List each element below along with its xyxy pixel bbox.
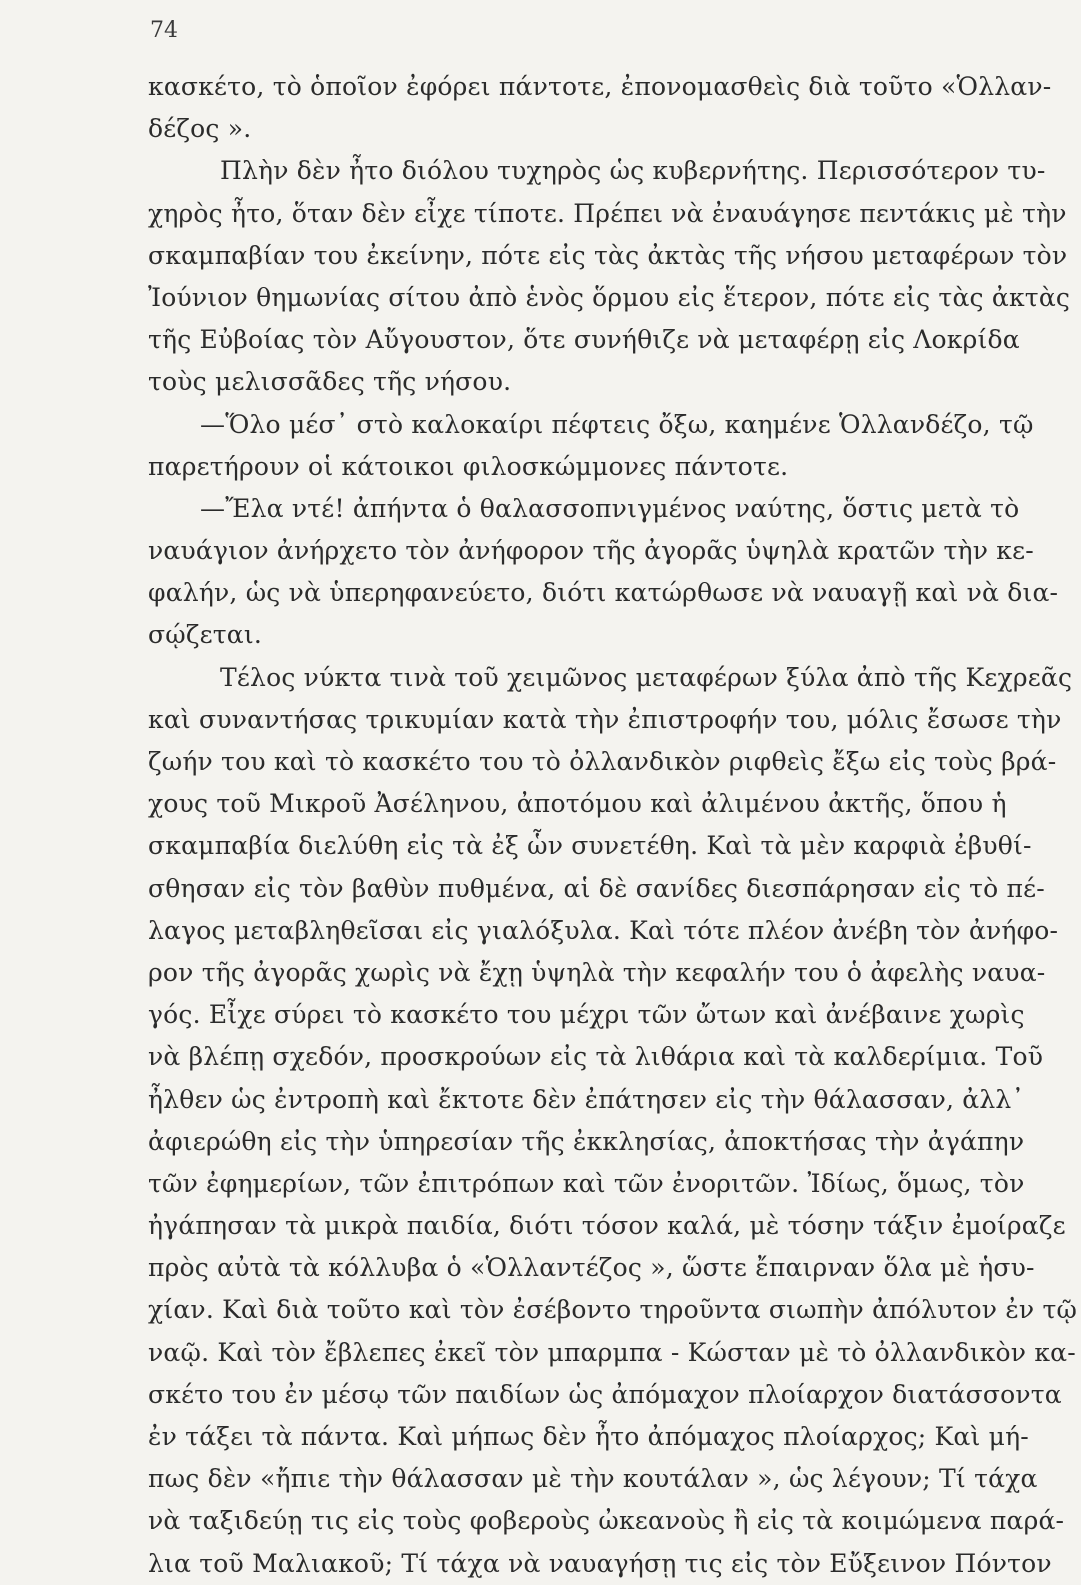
- text-line: νὰ βλέπῃ σχεδόν, προσκρούων εἰς τὰ λιθάρια καὶ τὰ καλδερίμια. Τοῦ: [148, 1042, 1044, 1072]
- text-line: χους τοῦ Μικροῦ Ἀσέληνου, ἀποτόμου καὶ ἀλιμένου ἀκτῆς, ὅπου ἡ: [148, 789, 1007, 819]
- text-line: Τέλος νύκτα τινὰ τοῦ χειμῶνος μεταφέρων ξύλα ἀπὸ τῆς Κεχρεᾶς: [220, 662, 1073, 692]
- text-line: ζωήν του καὶ τὸ κασκέτο του τὸ ὀλλανδικὸν ριφθεὶς ἔξω εἰς τοὺς βρά-: [148, 747, 1057, 776]
- text-line: ναυάγιον ἀνήρχετο τὸν ἀνήφορον τῆς ἀγορᾶς ὑψηλὰ κρατῶν τὴν κε-: [148, 536, 1034, 566]
- text-line: —Ὅλο μέσ᾽ στὸ καλοκαίρι πέφτεις ὄξω, καημένε Ὁλλανδέζο, τῷ: [200, 409, 1034, 439]
- text-line: ἀφιερώθη εἰς τὴν ὑπηρεσίαν τῆς ἐκκλησίας, ἀποκτήσας τὴν ἀγάπην: [148, 1126, 1025, 1156]
- text-line: χηρὸς ἦτο, ὅταν δὲν εἶχε τίποτε. Πρέπει νὰ ἐναυάγησε πεντάκις μὲ τὴν: [148, 198, 1067, 228]
- text-line: τοὺς μελισσᾶδες τῆς νήσου.: [148, 367, 512, 397]
- text-line: —Ἔλα ντέ! ἀπήντα ὁ θαλασσοπνιγμένος ναύτης, ὅστις μετὰ τὸ: [200, 493, 1020, 523]
- text-line: ναῷ. Καὶ τὸν ἔβλεπες ἐκεῖ τὸν μπαρμπα - Κώσταν μὲ τὸ ὀλλανδικὸν κα-: [148, 1337, 1076, 1367]
- text-line: χίαν. Καὶ διὰ τοῦτο καὶ τὸν ἐσέβοντο τηροῦντα σιωπὴν ἀπόλυτον ἐν τῷ: [148, 1295, 1078, 1325]
- text-line: ρον τῆς ἀγορᾶς χωρὶς νὰ ἔχῃ ὑψηλὰ τὴν κεφαλήν του ὁ ἀφελὴς ναυα-: [148, 957, 1046, 987]
- text-line: κασκέτο, τὸ ὁποῖον ἐφόρει πάντοτε, ἐπονομασθεὶς διὰ τοῦτο «Ὁλλαν-: [148, 72, 1052, 101]
- body-text: [148, 66, 1078, 1585]
- text-line: Πλὴν δὲν ἦτο διόλου τυχηρὸς ὡς κυβερνήτης. Περισσότερον τυ-: [220, 156, 1046, 186]
- text-line: σθησαν εἰς τὸν βαθὺν πυθμένα, αἱ δὲ σανίδες διεσπάρησαν εἰς τὸ πέ-: [148, 873, 1045, 903]
- text-line: σκαμπαβίαν του ἐκείνην, πότε εἰς τὰς ἀκτὰς τῆς νήσου μεταφέρων τὸν: [148, 240, 1068, 270]
- text-line: λαγος μεταβληθεῖσαι εἰς γιαλόξυλα. Καὶ τότε πλέον ἀνέβη τὸν ἀνήφο-: [148, 915, 1059, 945]
- text-line: λια τοῦ Μαλιακοῦ; Τί τάχα νὰ ναυαγήσῃ τις εἰς τὸν Εὔξεινον Πόντον: [148, 1548, 1052, 1578]
- text-line: δέζος ».: [148, 114, 252, 144]
- page-number: 74: [150, 18, 178, 43]
- text-line: σκαμπαβία διελύθη εἰς τὰ ἐξ ὧν συνετέθη. Καὶ τὰ μὲν καρφιὰ ἐβυθί-: [148, 831, 1032, 861]
- text-line: πρὸς αὐτὰ τὰ κόλλυβα ὁ «Ὁλλαντέζος », ὥστε ἔπαιρναν ὅλα μὲ ἡσυ-: [148, 1253, 1035, 1283]
- text-line: γός. Εἶχε σύρει τὸ κασκέτο του μέχρι τῶν ὤτων καὶ ἀνέβαινε χωρὶς: [148, 1000, 1025, 1030]
- text-line: φαλήν, ὡς νὰ ὑπερηφανεύετο, διότι κατώρθωσε νὰ ναυαγῇ καὶ νὰ δια-: [148, 578, 1059, 608]
- text-line: τῆς Εὐβοίας τὸν Αὔγουστον, ὅτε συνήθιζε νὰ μεταφέρῃ εἰς Λοκρίδα: [148, 325, 1020, 355]
- text-line: τῶν ἐφημερίων, τῶν ἐπιτρόπων καὶ τῶν ἐνοριτῶν. Ἰδίως, ὅμως, τὸν: [148, 1168, 1025, 1198]
- text-line: καὶ συναντήσας τρικυμίαν κατὰ τὴν ἐπιστροφήν του, μόλις ἔσωσε τὴν: [148, 704, 1062, 734]
- text-line: σκέτο του ἐν μέσῳ τῶν παιδίων ὡς ἀπόμαχον πλοίαρχον διατάσσοντα: [148, 1379, 1062, 1409]
- text-line: νὰ ταξιδεύῃ τις εἰς τοὺς φοβεροὺς ὠκεανοὺς ἢ εἰς τὰ κοιμώμενα παρά-: [148, 1506, 1065, 1536]
- text-line: Ἰούνιον θημωνίας σίτου ἀπὸ ἑνὸς ὅρμου εἰς ἕτερον, πότε εἰς τὰς ἀκτὰς: [148, 282, 1071, 312]
- text-line: πως δὲν «ἤπιε τὴν θάλασσαν μὲ τὴν κουτάλαν », ὡς λέγουν; Τί τάχα: [148, 1464, 1038, 1494]
- text-line: ἐν τάξει τὰ πάντα. Καὶ μήπως δὲν ἦτο ἀπόμαχος πλοίαρχος; Καὶ μή-: [148, 1422, 1029, 1451]
- text-line: ἦλθεν ὡς ἐντροπὴ καὶ ἔκτοτε δὲν ἐπάτησεν εἰς τὴν θάλασσαν, ἀλλ᾽: [148, 1084, 1025, 1114]
- text-line: ἠγάπησαν τὰ μικρὰ παιδία, διότι τόσον καλά, μὲ τόσην τάξιν ἐμοίραζε: [148, 1211, 1066, 1241]
- text-line: παρετήρουν οἱ κάτοικοι φιλοσκώμμονες πάντοτε.: [148, 451, 789, 481]
- text-line: σῴζεται.: [148, 620, 263, 650]
